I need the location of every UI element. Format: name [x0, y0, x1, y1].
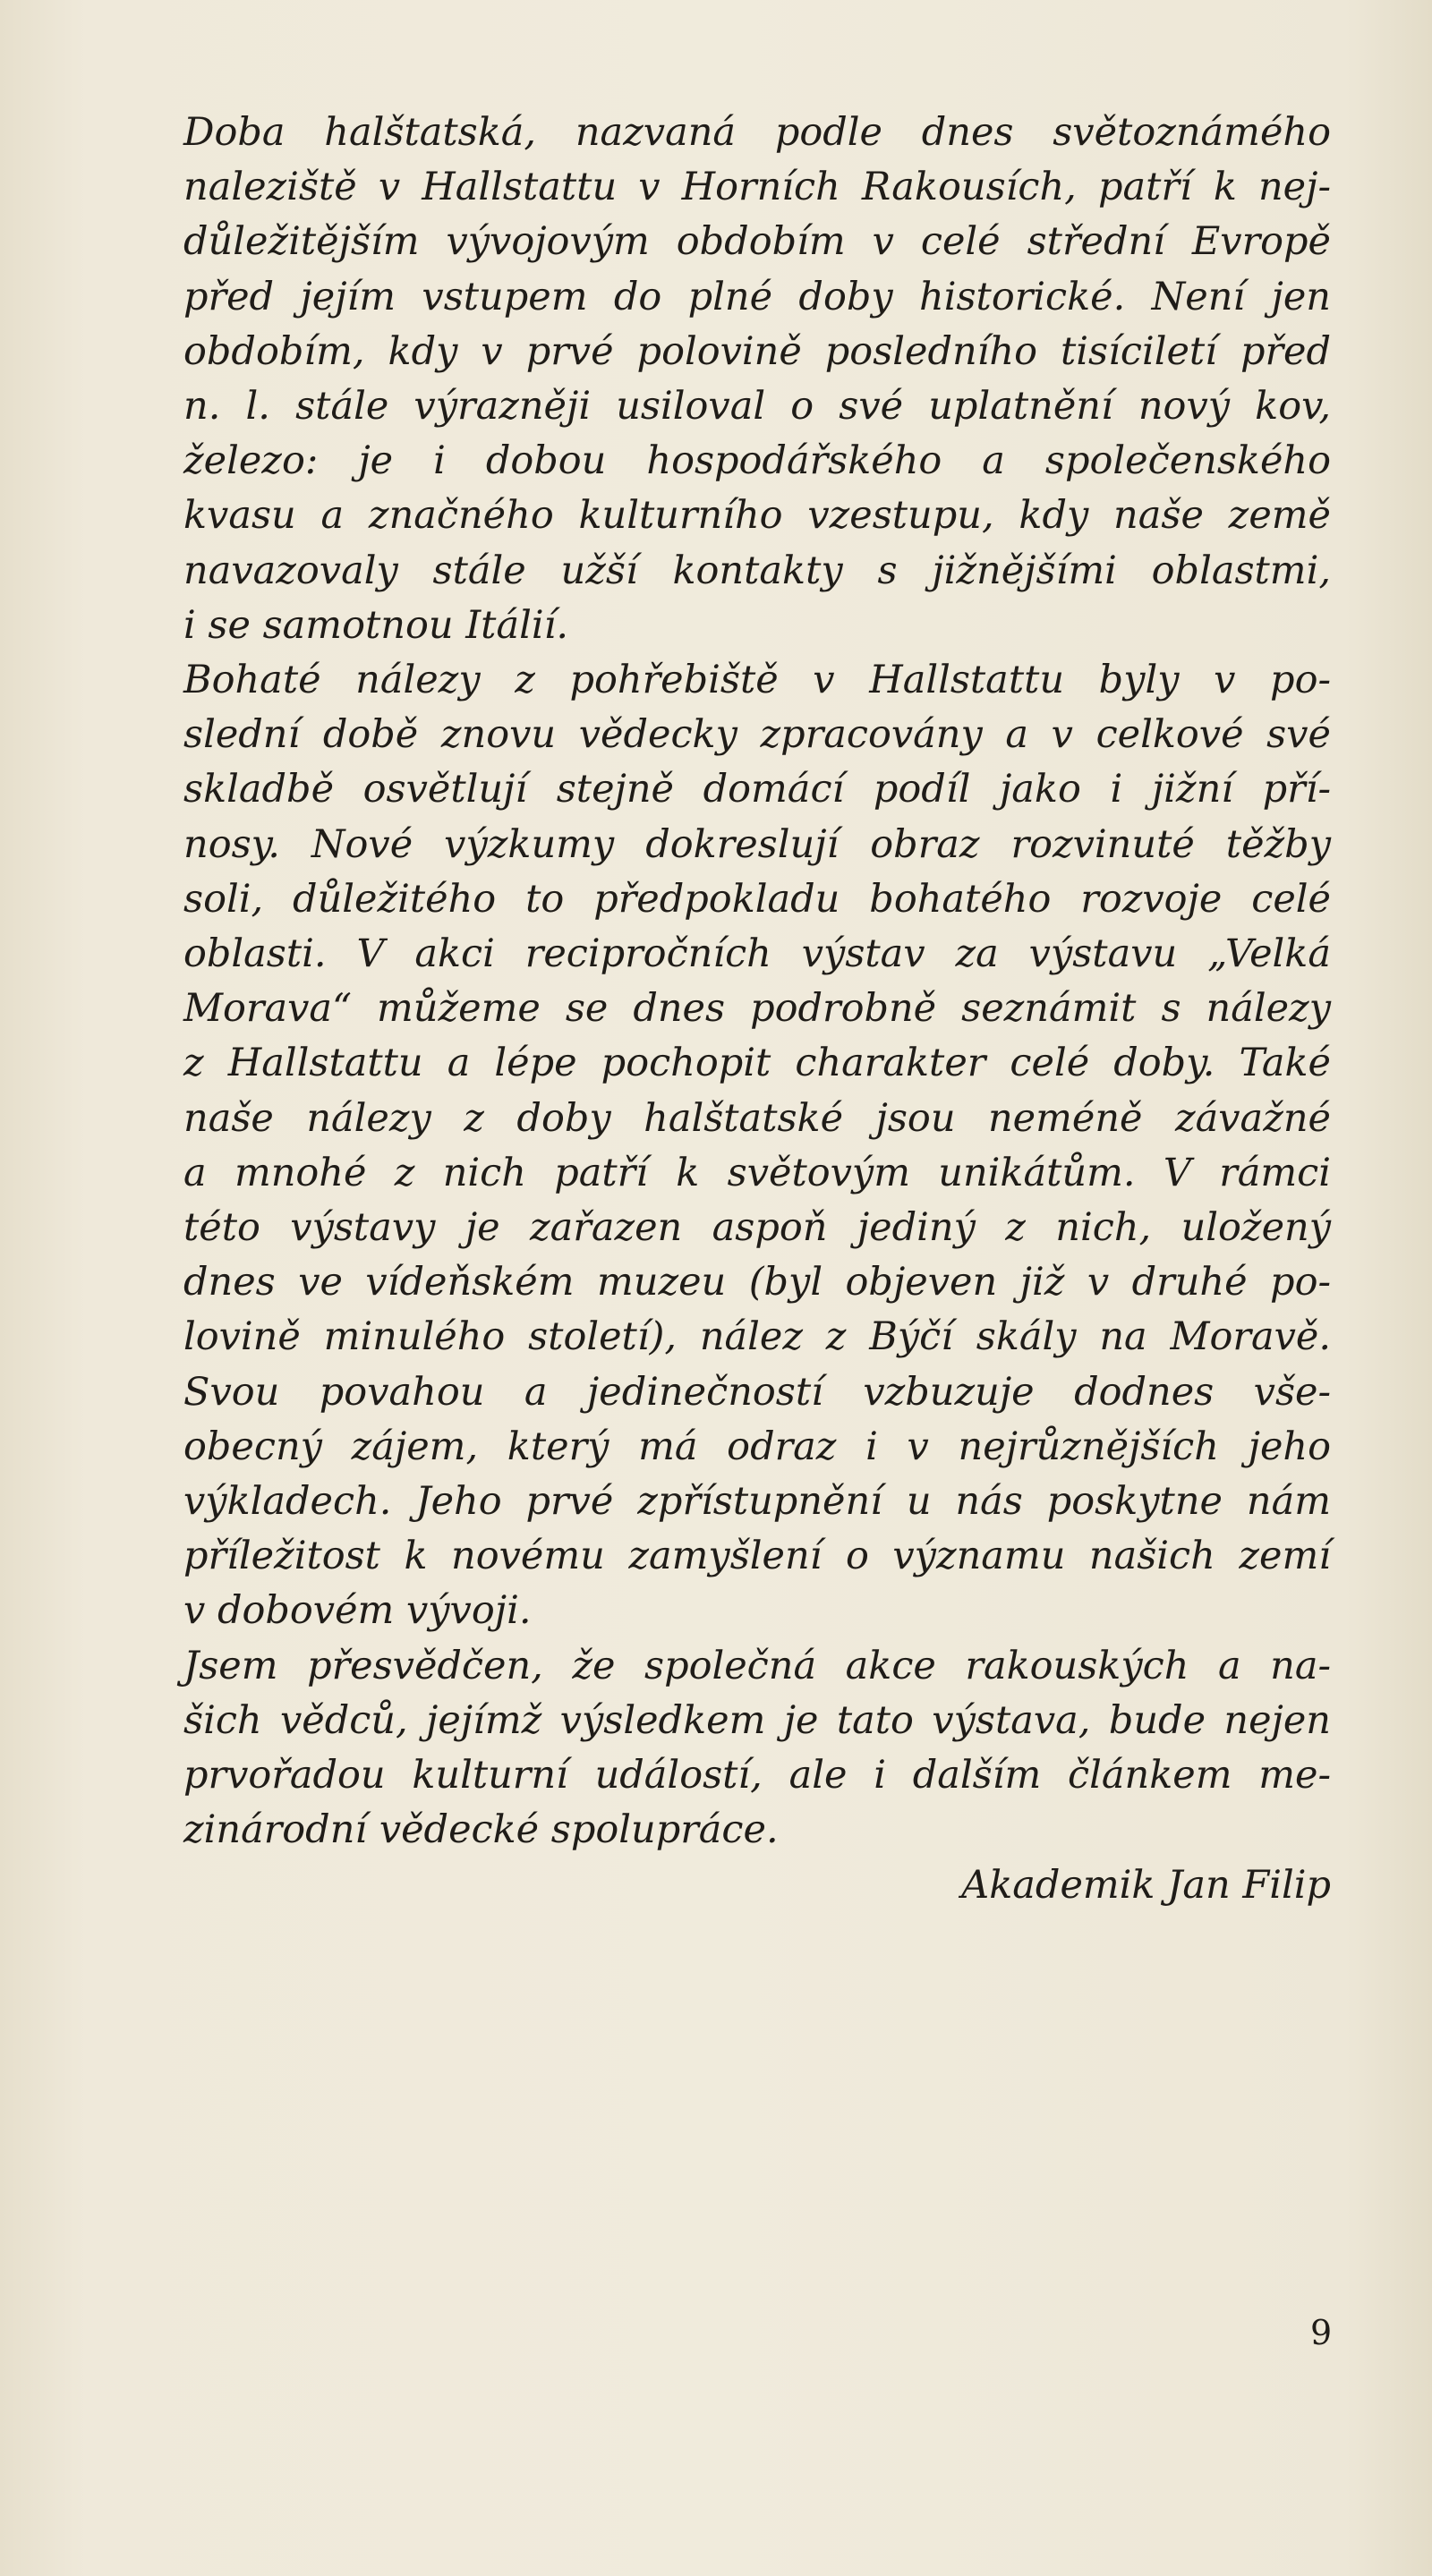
text-line: n. l. stále výrazněji usiloval o své uplatnění nový kov, — [183, 384, 1331, 429]
text-line: soli, důležitého to předpokladu bohatého rozvoje celé — [183, 876, 1331, 922]
text-line: i se samotnou Itálií. — [183, 602, 569, 648]
text-line: kvasu a značného kulturního vzestupu, kdy naše země — [183, 493, 1331, 539]
text-line: šich vědců, jejímž výsledkem je tato výstava, bude nejen — [183, 1697, 1331, 1743]
author-signature: Akademik Jan Filip — [961, 1862, 1331, 1908]
text-line: a mnohé z nich patří k světovým unikátům. V rámci — [183, 1150, 1331, 1195]
foreword-text — [183, 106, 1331, 1913]
text-line: Bohaté nálezy z pohřebiště v Hallstattu byly v po- — [183, 658, 1331, 703]
text-line: skladbě osvětlují stejně domácí podíl jako i jižní pří- — [183, 767, 1331, 812]
text-line: výkladech. Jeho prvé zpřístupnění u nás poskytne nám — [183, 1479, 1331, 1525]
text-line: Svou povahou a jedinečností vzbuzuje dodnes vše- — [183, 1369, 1331, 1415]
text-line: železo: je i dobou hospodářského a společenského — [183, 438, 1331, 484]
text-line: navazovaly stále užší kontakty s jižnějšími oblastmi, — [183, 548, 1331, 593]
text-line: slední době znovu vědecky zpracovány a v celkové své — [183, 712, 1331, 758]
text-line: naše nálezy z doby halštatské jsou neméně závažné — [183, 1095, 1331, 1141]
text-line: Doba halštatská, nazvaná podle dnes světoznámého — [183, 110, 1331, 155]
text-line: v dobovém vývoji. — [183, 1588, 532, 1634]
text-line: zinárodní vědecké spolupráce. — [183, 1807, 779, 1853]
text-line: dnes ve vídeňském muzeu (byl objeven již v druhé po- — [183, 1260, 1331, 1305]
text-line: naleziště v Hallstattu v Horních Rakousích, patří k nej- — [183, 165, 1331, 210]
text-line: z Hallstattu a lépe pochopit charakter celé doby. Také — [183, 1041, 1331, 1086]
page-number: 9 — [1310, 2313, 1333, 2352]
text-line: důležitějším vývojovým obdobím v celé střední Evropě — [183, 219, 1331, 265]
text-line: oblasti. V akci recipročních výstav za výstavu „Velká — [183, 931, 1331, 977]
text-line: před jejím vstupem do plné doby historické. Není jen — [183, 274, 1331, 319]
paragraph-1 — [183, 106, 1331, 653]
paragraph-3 — [183, 1639, 1331, 1858]
text-line: Jsem přesvědčen, že společná akce rakouských a na- — [183, 1643, 1331, 1688]
text-line: prvořadou kulturní událostí, ale i dalším článkem me- — [183, 1753, 1331, 1798]
text-line: obecný zájem, který má odraz i v nejrůznějších jeho — [183, 1424, 1331, 1469]
text-line: obdobím, kdy v prvé polovině posledního tisíciletí před — [183, 328, 1331, 374]
text-line: Morava“ můžeme se dnes podrobně seznámit s nálezy — [183, 986, 1331, 1032]
text-line: této výstavy je zařazen aspoň jediný z nich, uložený — [183, 1205, 1331, 1251]
paragraph-2 — [183, 653, 1331, 1639]
text-line: nosy. Nové výzkumy dokreslují obraz rozvinuté těžby — [183, 821, 1331, 867]
text-line: příležitost k novému zamyšlení o významu našich zemí — [183, 1534, 1331, 1579]
text-line: lovině minulého století), nález z Býčí skály na Moravě. — [183, 1314, 1331, 1360]
